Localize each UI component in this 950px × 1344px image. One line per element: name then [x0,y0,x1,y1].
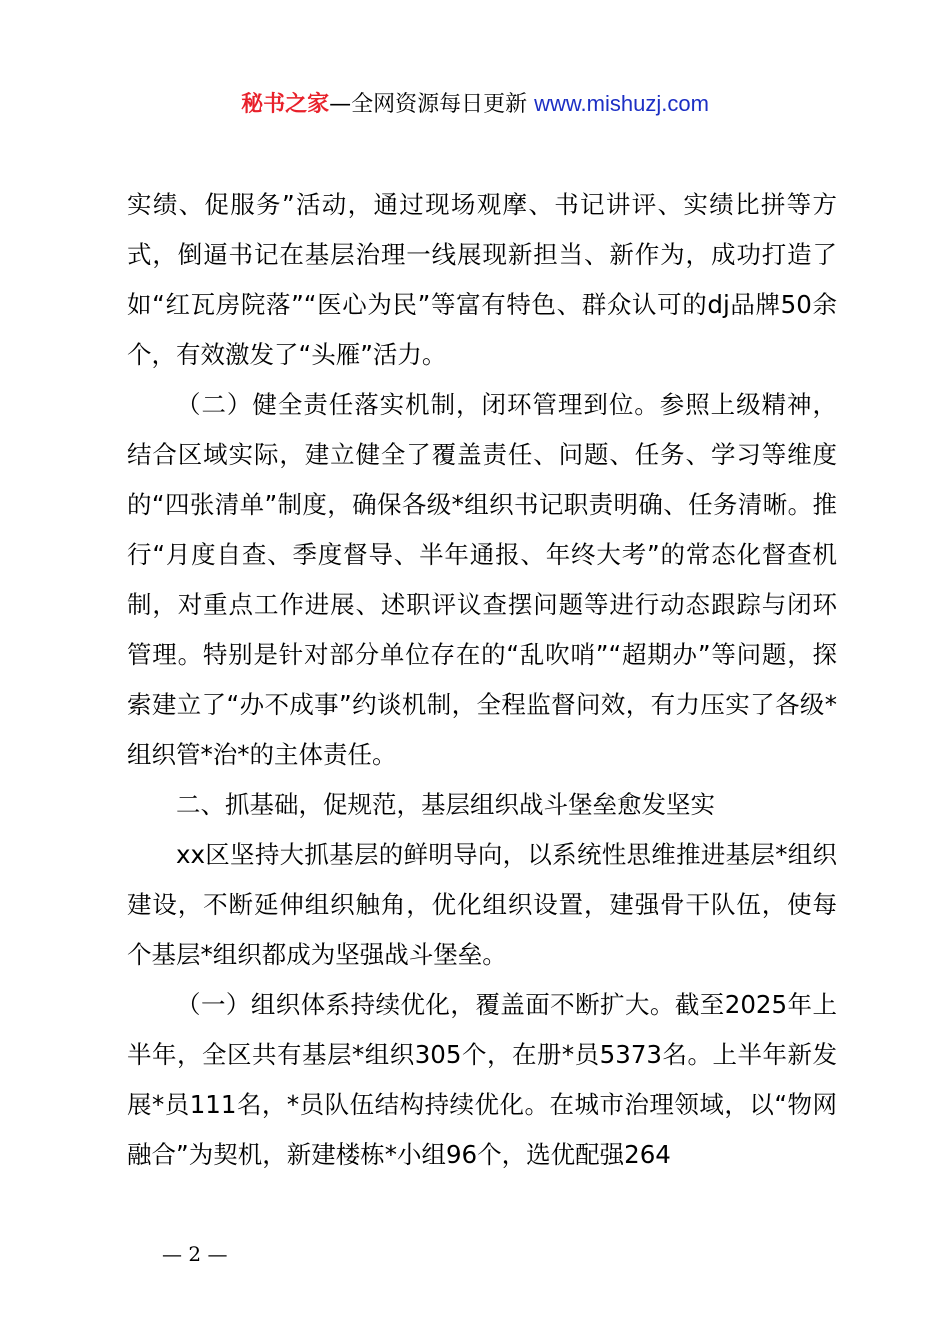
site-tagline: —全网资源每日更新 [329,92,528,117]
site-url-link[interactable]: www.mishuzj.com [534,91,709,116]
site-header [0,88,950,121]
site-brand: 秘书之家 [241,92,330,117]
section-heading-2: 二、抓基础，促规范，基层组织战斗堡垒愈发坚实 [176,790,715,819]
page-number: — 2 — [162,1242,228,1266]
paragraph-continuation: 实绩、促服务”活动，通过现场观摩、书记讲评、实绩比拼等方式，倒逼书记在基层治理一线展现新担当、新作为，成功打造了如“红瓦房院落”“医心为民”等富有特色、群众认可的dj品牌50余个，有效激发了“头雁”活力。 [127,190,837,369]
document-body [127,180,837,1180]
paragraph-section-intro: xx区坚持大抓基层的鲜明导向，以系统性思维推进基层*组织建设，不断延伸组织触角，优化组织设置，建强骨干队伍，使每个基层*组织都成为坚强战斗堡垒。 [127,840,837,969]
paragraph-organization-system: （一）组织体系持续优化，覆盖面不断扩大。截至2025年上半年，全区共有基层*组织305个，在册*员5373名。上半年新发展*员111名，*员队伍结构持续优化。在城市治理领域，以“物网融合”为契机，新建楼栋*小组96个，选优配强264 [127,990,837,1169]
paragraph-responsibility-mechanism: （二）健全责任落实机制，闭环管理到位。参照上级精神，结合区域实际，建立健全了覆盖责任、问题、任务、学习等维度的“四张清单”制度，确保各级*组织书记职责明确、任务清晰。推行“月度自查、季度督导、半年通报、年终大考”的常态化督查机制，对重点工作进展、述职评议查摆问题等进行动态跟踪与闭环管理。特别是针对部分单位存在的“乱吹哨”“超期办”等问题，探索建立了“办不成事”约谈机制，全程监督问效，有力压实了各级*组织管*治*的主体责任。 [127,390,837,769]
